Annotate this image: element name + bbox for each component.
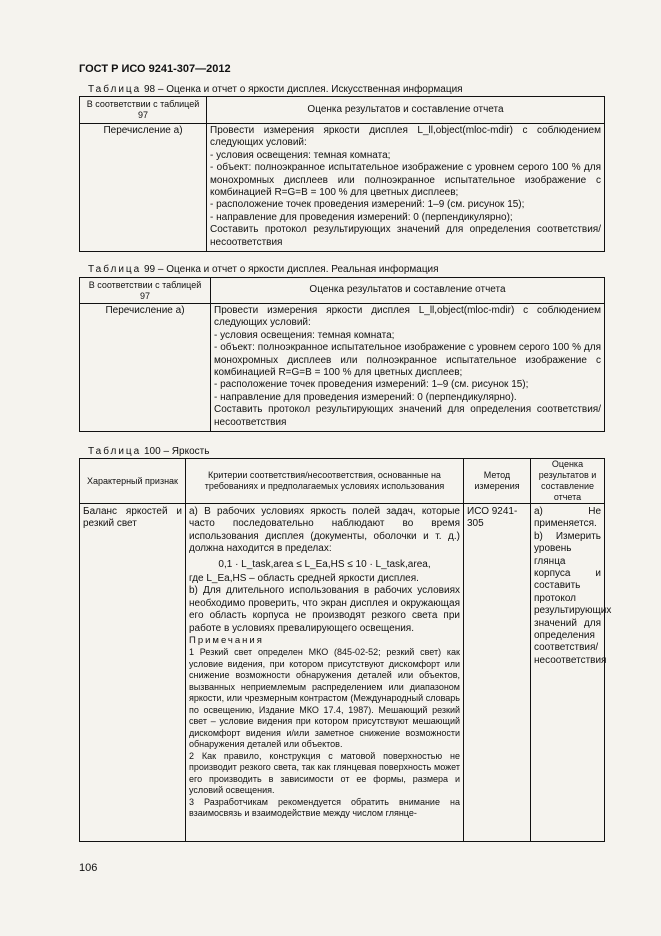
table99-row-label: Перечисление а) bbox=[80, 304, 211, 432]
table98-line-1: Провести измерения яркости дисплея L_ll,object(mloc-mdir) с соблюдением следующих условий: bbox=[210, 125, 601, 149]
table100-criteria-a: а) В рабочих условиях яркость полей задач, которые часто последовательно наблюдают во время использования дисплея (документы, оболочки и т. д.) должна находится в пределах: bbox=[189, 506, 460, 555]
table99-col2-header: Оценка результатов и составление отчета bbox=[211, 278, 605, 304]
table99-line-3: - объект: полноэкранное испытательное изображение с уровнем серого 100 % для монохромных дисплеев или полноэкранное испытательное изображение с комбинацией R=G=B = 100 % для цветных дисплеев; bbox=[214, 342, 601, 379]
table100-col4-header: Оценка результатов и составление отчета bbox=[531, 459, 605, 504]
table100-notes-title: Примечания bbox=[189, 635, 264, 647]
table98-body bbox=[207, 124, 605, 252]
table98-col2-header: Оценка результатов и составление отчета bbox=[207, 97, 605, 124]
table100-evaluation bbox=[531, 504, 612, 842]
table99-caption-label: Таблица bbox=[88, 264, 142, 275]
table100-formula: 0,1 · L_task,area ≤ L_Ea,HS ≤ 10 · L_task,area, bbox=[218, 558, 431, 570]
table99-line-6: Составить протокол результирующих значений для определения соответствия/несоответствия bbox=[214, 404, 601, 428]
table98-caption bbox=[88, 84, 463, 95]
table100-col3-header: Метод измерения bbox=[464, 459, 531, 504]
table100-feature: Баланс яркостей и резкий свет bbox=[80, 504, 186, 842]
table99-body bbox=[211, 304, 605, 432]
table100-col1-header: Характерный признак bbox=[80, 459, 186, 504]
table98-caption-text: 98 – Оценка и отчет о яркости дисплея. Искусственная информация bbox=[144, 84, 463, 95]
table100 bbox=[79, 458, 612, 842]
table100-note-1: 1 Резкий свет определен МКО (845-02-52; резкий свет) как условие видения, при котором присутствуют дискомфорт или снижение возможности обнаружения деталей или объектов, вызванных неприемлемым распределением или диапазоном яркости, или чрезмерным контрастом (Международный словарь по освещению, Издание МКО 17.4, 1987). Мешающий резкий свет – условие видения при котором присутствуют мешающий дискомфорт видения и/или заметное снижение возможности обнаружения деталей или объектов. bbox=[189, 647, 460, 750]
table98-line-4: - расположение точек проведения измерений: 1–9 (см. рисунок 15); bbox=[210, 199, 525, 211]
table99-col1-header: В соответствии с таблицей 97 bbox=[80, 278, 211, 304]
table99 bbox=[79, 277, 605, 432]
table99-caption-text: 99 – Оценка и отчет о яркости дисплея. Реальная информация bbox=[144, 264, 439, 275]
table100-evaluation-a: а) Не применяется. bbox=[534, 506, 601, 530]
table100-method: ИСО 9241-305 bbox=[464, 504, 531, 842]
table99-line-1: Провести измерения яркости дисплея L_ll,object(mloc-mdir) с соблюдением следующих условий: bbox=[214, 305, 601, 329]
table98-line-6: Составить протокол результирующих значений для определения соответствия/несоответствия bbox=[210, 224, 601, 248]
table100-note-3: 3 Разработчикам рекомендуется обратить внимание на взаимосвязь и взаимодействие между числом глянце- bbox=[189, 796, 460, 819]
table99-line-2: - условия освещения: темная комната; bbox=[214, 329, 395, 341]
table98-caption-label: Таблица bbox=[88, 84, 142, 95]
table99-line-5: - направление для проведения измерений: 0 (перпендикулярно). bbox=[214, 391, 517, 403]
table100-criteria bbox=[186, 504, 464, 842]
table98 bbox=[79, 96, 605, 252]
table98-col1-header: В соответствии с таблицей 97 bbox=[80, 97, 207, 124]
table100-formula-where: где L_Ea,HS – область средней яркости дисплея. bbox=[189, 573, 419, 585]
table100-col2-header: Критерии соответствия/несоответствия, основанные на требованиях и предполагаемых условиях использования bbox=[186, 459, 464, 504]
document-header: ГОСТ Р ИСО 9241-307—2012 bbox=[79, 63, 231, 75]
table98-line-3: - объект: полноэкранное испытательное изображение с уровнем серого 100 % для монохромных дисплеев или полноэкранное испытательное изображение с комбинацией R=G=B = 100 % для цветных дисплеев; bbox=[210, 162, 601, 199]
page-number: 106 bbox=[79, 862, 98, 874]
table99-caption bbox=[88, 264, 439, 275]
table100-evaluation-b: b) Измерить уровень глянца корпуса и составить протокол результирующих значений для определения соответствия/несоответствия bbox=[534, 530, 612, 666]
table100-note-2: 2 Как правило, конструкция с матовой поверхностью не производит резкого света, так как глянцевая поверхность может его производить в зависимости от ее формы, размера и условий освещения. bbox=[189, 750, 460, 796]
table100-caption-label: Таблица bbox=[88, 446, 142, 457]
table100-criteria-b: b) Для длительного использования в рабочих условиях необходимо проверить, что экран дисплея и окружающая его область корпуса не производят резкого света при работе в условиях превалирующего освещения. bbox=[189, 585, 460, 634]
table100-caption-text: 100 – Яркость bbox=[144, 446, 210, 457]
table98-line-5: - направление для проведения измерений: 0 (перпендикулярно); bbox=[210, 211, 513, 223]
table98-row-label: Перечисление а) bbox=[80, 124, 207, 252]
table98-line-2: - условия освещения: темная комната; bbox=[210, 149, 391, 161]
table99-line-4: - расположение точек проведения измерений: 1–9 (см. рисунок 15); bbox=[214, 379, 529, 391]
table100-caption bbox=[88, 446, 209, 457]
